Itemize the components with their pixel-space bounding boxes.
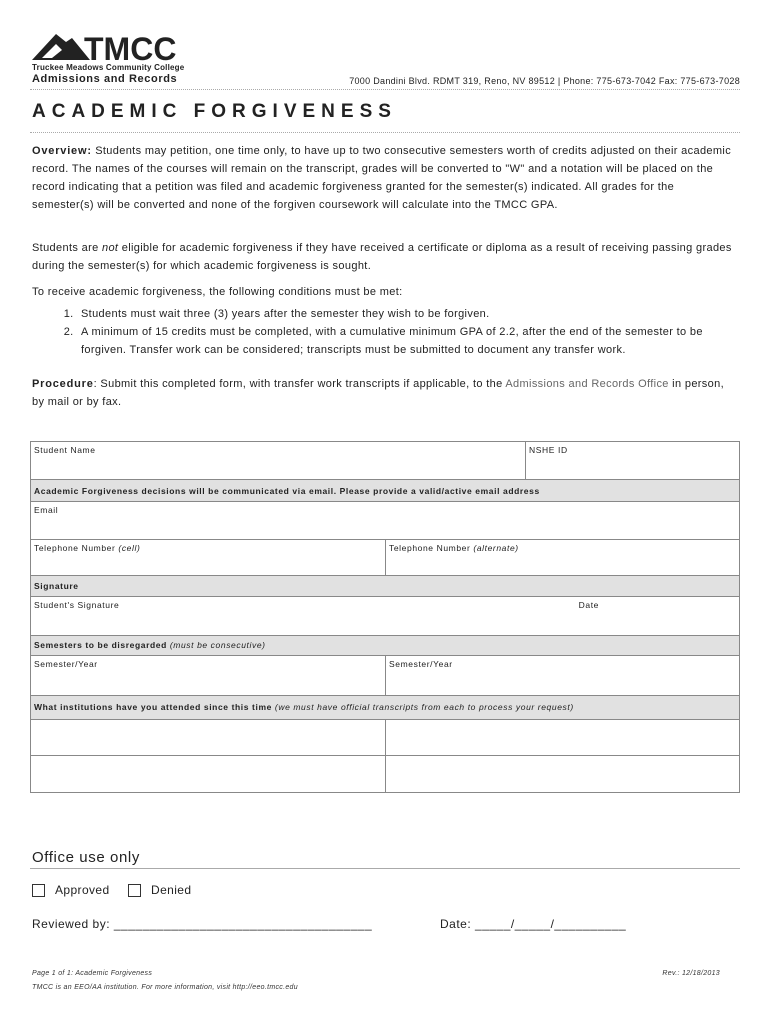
not-eligible-text: Students are <box>32 242 102 254</box>
divider <box>30 868 740 869</box>
condition-item: 2. A minimum of 15 credits must be completed, with a cumulative minimum GPA of 2.2, after the end of the semester to be forgiven. Transfer work can be considered; transcripts must be submitted to document any transfer work. <box>77 323 738 359</box>
mountain-logo-icon <box>32 28 212 66</box>
nshe-id-field[interactable] <box>525 442 739 479</box>
semesters-header-label: Semesters to be disregarded <box>34 640 170 650</box>
student-name-field[interactable] <box>31 442 525 479</box>
logo-subtitle: Truckee Meadows Community College <box>32 63 185 72</box>
phone-alt-label: Telephone Number <box>389 543 474 553</box>
divider <box>30 89 740 90</box>
institution-field[interactable] <box>385 720 739 755</box>
email-label: Email <box>34 505 59 515</box>
denied-label: Denied <box>151 883 192 897</box>
institution-field[interactable] <box>385 756 739 792</box>
not-eligible-text-2: eligible for academic forgiveness if they have received a certificate or diploma as a result of receiving passing grades during the semester(s) for which academic forgiveness is sought. <box>32 242 732 272</box>
not-eligible-paragraph <box>32 239 738 275</box>
page-title: ACADEMIC FORGIVENESS <box>32 101 397 122</box>
denied-checkbox[interactable] <box>128 883 191 897</box>
semester-year-field-1[interactable] <box>31 656 385 695</box>
student-signature-label: Student's Signature <box>34 600 120 610</box>
approved-label: Approved <box>55 883 110 897</box>
logo-text: TMCC <box>84 31 177 66</box>
signature-header: Signature <box>34 581 79 591</box>
phone-cell-note: (cell) <box>118 543 141 553</box>
semesters-header <box>31 636 739 655</box>
signature-date-label: Date <box>578 600 599 610</box>
email-field[interactable] <box>31 502 739 539</box>
semesters-note: (must be consecutive) <box>169 640 266 650</box>
conditions-intro: To receive academic forgiveness, the following conditions must be met: <box>32 286 403 298</box>
semester-year-label: Semester/Year <box>34 659 98 669</box>
institutions-note: (we must have official transcripts from each to process your request) <box>274 702 574 712</box>
signature-field[interactable] <box>31 597 739 635</box>
condition-item: 1. Students must wait three (3) years after the semester they wish to be forgiven. <box>77 305 738 323</box>
checkbox-icon[interactable] <box>128 884 141 897</box>
phone-cell-label: Telephone Number <box>34 543 119 553</box>
email-notice: Academic Forgiveness decisions will be communicated via email. Please provide a valid/active email address <box>34 486 540 496</box>
page-footer: Page 1 of 1: Academic Forgiveness <box>32 970 153 977</box>
semester-year-label: Semester/Year <box>389 659 453 669</box>
revision-date: Rev.: 12/18/2013 <box>662 970 720 977</box>
approved-checkbox[interactable] <box>32 883 110 897</box>
office-use-title: Office use only <box>32 849 140 866</box>
institutions-header-label: What institutions have you attended since this time <box>34 702 275 712</box>
department-name: Admissions and Records <box>32 73 178 85</box>
procedure-tail: in person, by mail or by fax. <box>32 378 724 408</box>
institution-field[interactable] <box>31 756 385 792</box>
phone-alt-field[interactable] <box>385 540 739 575</box>
eeo-statement: TMCC is an EEO/AA institution. For more information, visit http://eeo.tmcc.edu <box>32 984 298 991</box>
not-emphasis: not <box>101 242 119 254</box>
tmcc-logo <box>32 28 212 66</box>
procedure-label: Procedure <box>32 378 94 390</box>
contact-info: 7000 Dandini Blvd. RDMT 319, Reno, NV 89512 | Phone: 775-673-7042 Fax: 775-673-7028 <box>349 76 740 86</box>
semester-year-field-2[interactable] <box>385 656 739 695</box>
phone-alt-note: (alternate) <box>473 543 519 553</box>
reviewed-by-line[interactable]: Reviewed by: ____________________________________ <box>32 917 373 931</box>
overview-paragraph <box>32 142 738 214</box>
institution-field[interactable] <box>31 720 385 755</box>
office-date-line[interactable]: Date: _____/_____/__________ <box>440 917 627 931</box>
overview-label: Overview: <box>32 145 92 157</box>
conditions-list <box>32 305 738 359</box>
admissions-office-link[interactable]: Admissions and Records Office <box>505 378 669 390</box>
student-name-label: Student Name <box>34 445 96 455</box>
procedure-text: : Submit this completed form, with transfer work transcripts if applicable, to the <box>93 378 506 390</box>
phone-cell-field[interactable] <box>31 540 385 575</box>
forgiveness-form <box>30 441 740 793</box>
procedure-paragraph <box>32 375 738 411</box>
checkbox-icon[interactable] <box>32 884 45 897</box>
divider <box>30 132 740 133</box>
overview-text: Students may petition, one time only, to have up to two consecutive semesters worth of credits adjusted on their academic record. The names of the courses will remain on the transcript, grades will be converted to "W" and a notation will be placed on the record indicating that a petition was filed and academic forgiveness granted for the semester(s) indicated. All grades for the semester(s) will be converted and none of the forgiven coursework will calculate into the TMCC GPA. <box>32 145 732 211</box>
institutions-header <box>31 696 739 719</box>
nshe-id-label: NSHE ID <box>529 445 568 455</box>
